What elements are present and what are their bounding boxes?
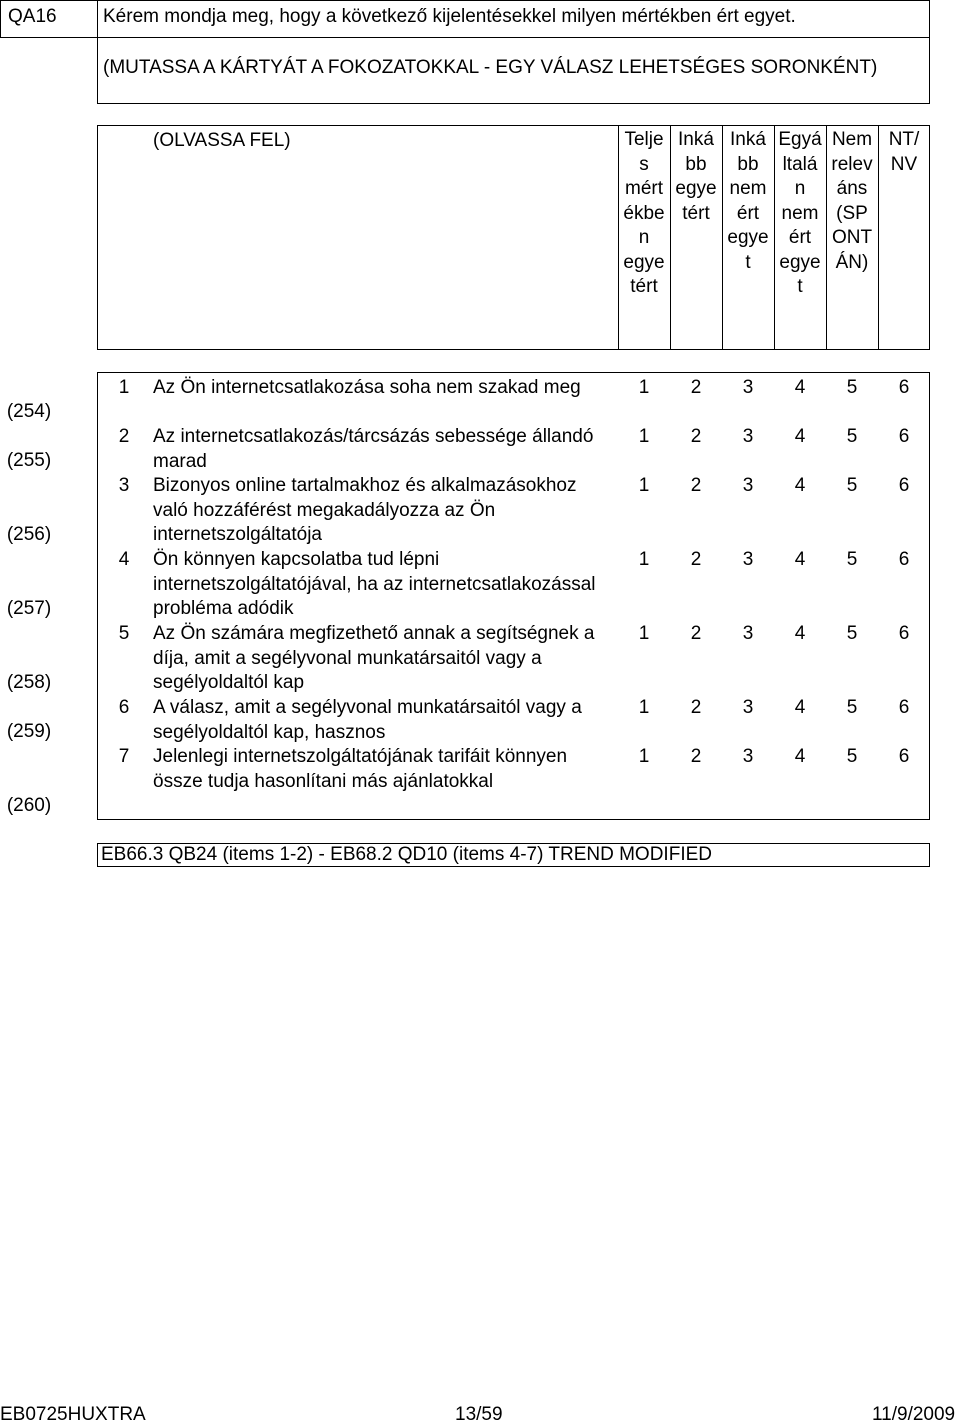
scale-option[interactable]: 6 bbox=[898, 697, 910, 718]
scale-option[interactable]: 4 bbox=[794, 746, 806, 767]
scale-option[interactable]: 3 bbox=[742, 549, 754, 570]
item-number: 3 bbox=[118, 475, 130, 496]
scale-option[interactable]: 6 bbox=[898, 549, 910, 570]
scale-option[interactable]: 1 bbox=[638, 746, 650, 767]
scale-row bbox=[0, 474, 960, 499]
question-id: QA16 bbox=[8, 6, 57, 27]
scale-option[interactable]: 3 bbox=[742, 746, 754, 767]
scale-row bbox=[0, 696, 960, 721]
scale-row bbox=[0, 548, 960, 573]
scale-option[interactable]: 5 bbox=[846, 377, 858, 398]
variable-code: (256) bbox=[6, 524, 52, 545]
scale-option[interactable]: 1 bbox=[638, 426, 650, 447]
scale-option[interactable]: 6 bbox=[898, 746, 910, 767]
scale-option[interactable]: 5 bbox=[846, 426, 858, 447]
item-text: Jelenlegi internetszolgáltatójának tarifáit könnyen össze tudja hasonlítani más ajánlatokkal bbox=[153, 746, 568, 792]
scale-row bbox=[0, 425, 960, 450]
scale-option[interactable]: 4 bbox=[794, 426, 806, 447]
col-header-not-relevant: Nem relev áns (SP ONT ÁN) bbox=[831, 129, 873, 273]
item-number: 2 bbox=[118, 426, 130, 447]
variable-code: (259) bbox=[6, 721, 52, 742]
scale-option[interactable]: 2 bbox=[690, 426, 702, 447]
item-text: Az Ön számára megfizethető annak a segítségnek a díja, amit a segélyvonal munkatársaitól vagy a segélyoldaltól kap bbox=[153, 623, 595, 693]
item-text: Az internetcsatlakozás/tárcsázás sebessége állandó marad bbox=[153, 426, 594, 472]
scale-option[interactable]: 2 bbox=[690, 377, 702, 398]
footer-date: 11/9/2009 bbox=[872, 1404, 956, 1423]
scale-option[interactable]: 3 bbox=[742, 697, 754, 718]
item-number: 1 bbox=[118, 377, 130, 398]
scale-option[interactable]: 6 bbox=[898, 623, 910, 644]
scale-option[interactable]: 1 bbox=[638, 377, 650, 398]
scale-option[interactable]: 2 bbox=[690, 475, 702, 496]
scale-row bbox=[0, 622, 960, 647]
scale-option[interactable]: 1 bbox=[638, 475, 650, 496]
scale-option[interactable]: 1 bbox=[638, 697, 650, 718]
item-text: Az Ön internetcsatlakozása soha nem szakad meg bbox=[153, 377, 581, 398]
scale-option[interactable]: 4 bbox=[794, 623, 806, 644]
item-text: Ön könnyen kapcsolatba tud lépni internetszolgáltatójával, ha az internetcsatlakozással probléma adódik bbox=[153, 549, 596, 619]
instruction-text: (MUTASSA A KÁRTYÁT A FOKOZATOKKAL - EGY VÁLASZ LEHETSÉGES SORONKÉNT) bbox=[103, 57, 878, 78]
scale-option[interactable]: 1 bbox=[638, 549, 650, 570]
item-number: 4 bbox=[118, 549, 130, 570]
trend-note: EB66.3 QB24 (items 1-2) - EB68.2 QD10 (items 4-7) TREND MODIFIED bbox=[101, 844, 712, 865]
scale-option[interactable]: 5 bbox=[846, 746, 858, 767]
col-header-rather-agree: Inká bb egye tért bbox=[675, 129, 717, 224]
scale-option[interactable]: 4 bbox=[794, 475, 806, 496]
col-header-rather-disagree: Inká bb nem ért egye t bbox=[727, 129, 769, 273]
col-header-dk-na: NT/ NV bbox=[888, 129, 920, 175]
item-text: Bizonyos online tartalmakhoz és alkalmazásokhoz való hozzáférést megakadályozza az Ön internetszolgáltatója bbox=[153, 475, 577, 545]
scale-option[interactable]: 3 bbox=[742, 377, 754, 398]
read-out-label: (OLVASSA FEL) bbox=[153, 130, 291, 151]
scale-option[interactable]: 1 bbox=[638, 623, 650, 644]
item-number: 5 bbox=[118, 623, 130, 644]
variable-code: (257) bbox=[6, 598, 52, 619]
scale-option[interactable]: 5 bbox=[846, 475, 858, 496]
variable-code: (255) bbox=[6, 450, 52, 471]
footer-page-number: 13/59 bbox=[455, 1404, 503, 1423]
scale-option[interactable]: 6 bbox=[898, 377, 910, 398]
scale-row bbox=[0, 745, 960, 770]
scale-option[interactable]: 5 bbox=[846, 697, 858, 718]
variable-code: (260) bbox=[6, 795, 52, 816]
variable-code: (254) bbox=[6, 401, 52, 422]
scale-option[interactable]: 2 bbox=[690, 623, 702, 644]
item-text: A válasz, amit a segélyvonal munkatársaitól vagy a segélyoldaltól kap, hasznos bbox=[153, 697, 582, 743]
scale-option[interactable]: 2 bbox=[690, 746, 702, 767]
item-number: 6 bbox=[118, 697, 130, 718]
scale-option[interactable]: 6 bbox=[898, 426, 910, 447]
scale-option[interactable]: 4 bbox=[794, 377, 806, 398]
scale-option[interactable]: 4 bbox=[794, 549, 806, 570]
variable-code: (258) bbox=[6, 672, 52, 693]
scale-option[interactable]: 4 bbox=[794, 697, 806, 718]
scale-option[interactable]: 5 bbox=[846, 623, 858, 644]
scale-option[interactable]: 2 bbox=[690, 549, 702, 570]
scale-option[interactable]: 3 bbox=[742, 623, 754, 644]
col-header-fully-agree: Telje s mért ékbe n egye tért bbox=[623, 129, 665, 297]
scale-option[interactable]: 5 bbox=[846, 549, 858, 570]
item-number: 7 bbox=[118, 746, 130, 767]
scale-option[interactable]: 3 bbox=[742, 475, 754, 496]
col-header-fully-disagree: Egyá ltalá n nem ért egye t bbox=[778, 129, 822, 297]
scale-option[interactable]: 2 bbox=[690, 697, 702, 718]
question-text: Kérem mondja meg, hogy a következő kijelentésekkel milyen mértékben ért egyet. bbox=[103, 6, 796, 27]
scale-option[interactable]: 6 bbox=[898, 475, 910, 496]
scale-option[interactable]: 3 bbox=[742, 426, 754, 447]
scale-row bbox=[0, 376, 960, 401]
footer-doc-id: EB0725HUXTRA bbox=[0, 1404, 146, 1423]
